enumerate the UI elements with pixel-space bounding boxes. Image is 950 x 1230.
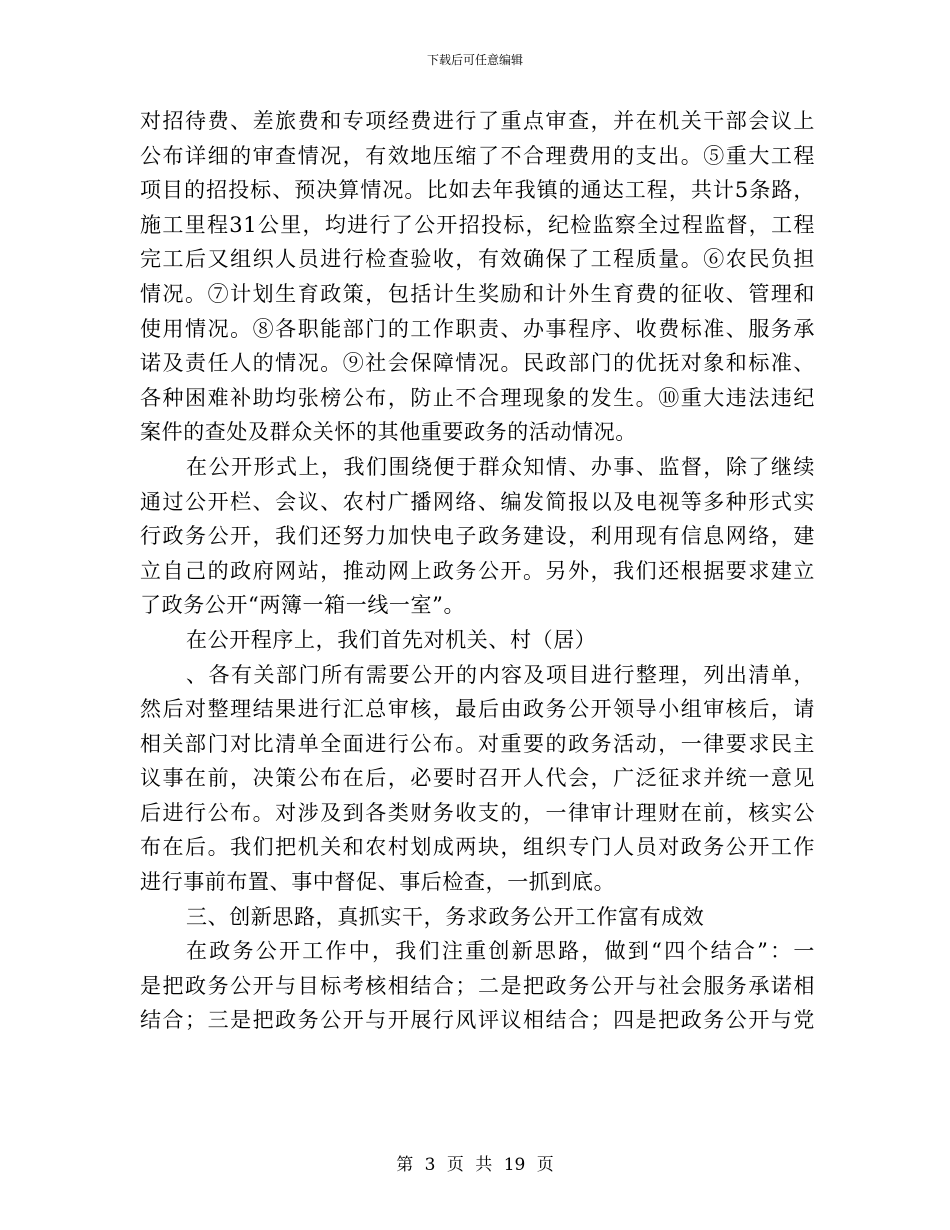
page-number-footer: 第 3 页 共 19 页 [396, 1155, 554, 1175]
text-line: 诺及责任人的情况。⑨社会保障情况。民政部门的优抚对象和标准、 [140, 351, 815, 376]
paragraph-start-line: 在公开程序上，我们首先对机关、村（居） [186, 627, 597, 652]
text-line: 案件的查处及群众关怀的其他重要政务的活动情况。 [140, 420, 637, 445]
text-line: 对招待费、差旅费和专项经费进行了重点审查，并在机关干部会议上 [140, 109, 815, 133]
text-line: 后进行公布。对涉及到各类财务收支的，一律审计理财在前，核实公 [140, 800, 815, 825]
text-line: 行政务公开，我们还努力加快电子政务建设，利用现有信息网络，建 [140, 524, 815, 549]
text-line: 使用情况。⑧各职能部门的工作职责、办事程序、收费标准、服务承 [140, 316, 815, 341]
text-line: 、各有关部门所有需要公开的内容及项目进行整理，列出清单， [186, 662, 815, 687]
document-body [140, 104, 815, 1038]
text-line: 各种困难补助均张榜公布，防止不合理现象的发生。⑩重大违法违纪 [140, 385, 815, 410]
paragraph-start-line: 在政务公开工作中，我们注重创新思路，做到“四个结合”：一 [186, 939, 815, 964]
text-line: 议事在前，决策公布在后，必要时召开人代会，广泛征求并统一意见 [140, 766, 815, 791]
section-heading: 三、创新思路，真抓实干，务求政务公开工作富有成效 [186, 904, 705, 929]
text-line: 施工里程31公里，均进行了公开招投标，纪检监察全过程监督，工程 [140, 212, 815, 237]
text-line: 是把政务公开与目标考核相结合；二是把政务公开与社会服务承诺相 [140, 973, 815, 998]
text-line: 结合；三是把政务公开与开展行风评议相结合；四是把政务公开与党 [140, 1008, 815, 1033]
text-line: 情况。⑦计划生育政策，包括计生奖励和计外生育费的征收、管理和 [140, 281, 815, 306]
page-header: 下载后可任意编辑 [426, 53, 523, 67]
text-line: 布在后。我们把机关和农村划成两块，组织专门人员对政务公开工作 [140, 835, 815, 860]
text-line: 项目的招投标、预决算情况。比如去年我镇的通达工程，共计5条路， [140, 178, 815, 203]
text-line: 通过公开栏、会议、农村广播网络、编发简报以及电视等多种形式实 [140, 489, 815, 514]
text-line: 公布详细的审查情况，有效地压缩了不合理费用的支出。⑤重大工程 [140, 143, 815, 168]
text-line: 立自己的政府网站，推动网上政务公开。另外，我们还根据要求建立 [140, 558, 815, 583]
text-line: 了政务公开“两簿一箱一线一室”。 [140, 593, 466, 618]
text-line: 进行事前布置、事中督促、事后检查，一抓到底。 [140, 870, 616, 895]
paragraph-start-line: 在公开形式上，我们围绕便于群众知情、办事、监督，除了继续 [186, 454, 815, 479]
text-line: 然后对整理结果进行汇总审核，最后由政务公开领导小组审核后，请 [140, 697, 815, 722]
text-line: 相关部门对比清单全面进行公布。对重要的政务活动，一律要求民主 [140, 731, 815, 756]
text-line: 完工后又组织人员进行检查验收，有效确保了工程质量。⑥农民负担 [140, 247, 815, 272]
